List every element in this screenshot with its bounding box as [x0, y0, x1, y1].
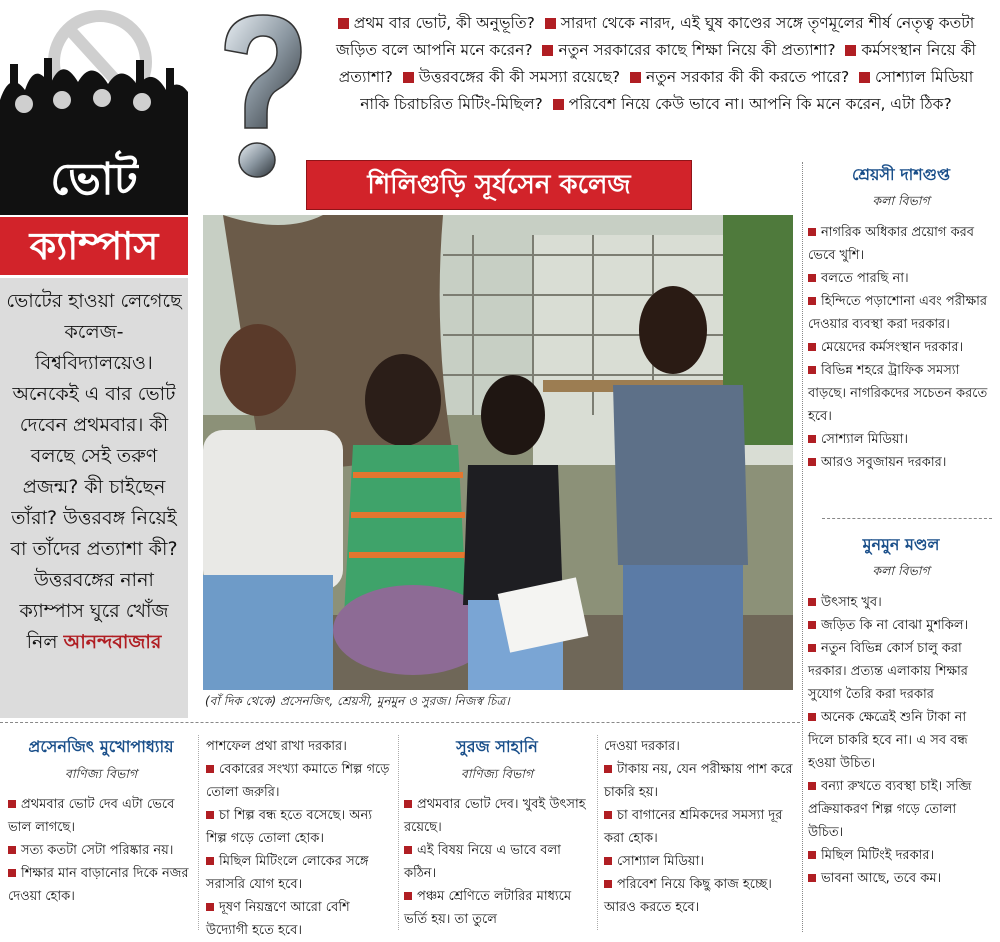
- answer-item: পঞ্চম শ্রেণিতে লটারির মাধ্যমে ভর্তি হয়। তা তুলে: [404, 889, 572, 927]
- answer-item: চা শিল্প বন্ধ হতে বসেছে। অন্য শিল্প গড়ে তোলা হোক।: [206, 808, 373, 846]
- interview-suraj-continued: [604, 735, 794, 919]
- question-item: নতুন সরকার কী কী করতে পারে?: [630, 68, 849, 86]
- interviewee-dept: কলা বিভাগ: [872, 563, 930, 578]
- answer-item: মিছিল মিটিংলে লোকের সঙ্গে সরাসরি যোগ হবে।: [206, 854, 369, 892]
- answer-item: জড়িত কি না বোঝা মুশকিল।: [808, 614, 994, 637]
- interviewee-name: শ্রেয়সী দাশগুপ্ত: [851, 165, 951, 184]
- column-divider: [398, 735, 399, 930]
- interviewee-name: মুনমুন মণ্ডল: [862, 535, 940, 554]
- answer-continuation: পাশফেল প্রথা রাখা দরকার।: [206, 739, 347, 754]
- answer-continuation: দেওয়া দরকার।: [604, 739, 680, 754]
- answer-item: ভাবনা আছে, তবে কম।: [808, 867, 994, 890]
- answer-item: বন্যা রুখতে ব্যবস্থা চাই। সব্জি প্রক্রিয়াকরণ শিল্প গড়ে তোলা উচিত।: [808, 779, 972, 840]
- college-headline: শিলিগুড়ি সূর্যসেন কলেজ: [306, 160, 692, 210]
- interview-shreyashi: [808, 162, 994, 474]
- interview-munmun: [808, 532, 994, 890]
- answer-item: নতুন বিভিন্ন কোর্স চালু করা দরকার। প্রত্যন্ত এলাকায় শিক্ষার সুযোগ তৈরি করা দরকার: [808, 641, 968, 702]
- interviewee-name: প্রসেনজিৎ মুখোপাধ্যায়: [28, 737, 174, 756]
- question-mark-icon: [215, 10, 305, 185]
- answer-item: হিন্দিতে পড়াশোনা এবং পরীক্ষার দেওয়ার ব্যবস্থা করা দরকার।: [808, 294, 988, 332]
- interview-prosenjit: [8, 735, 194, 908]
- photo-caption: (বাঁ দিক থেকে) প্রসেনজিৎ, শ্রেয়সী, মুনমুন ও সুরজ। নিজস্ব চিত্র।: [205, 694, 510, 708]
- questions-block: [322, 10, 990, 118]
- intro-credit: আনন্দবাজার: [63, 631, 162, 653]
- interviewee-dept: কলা বিভাগ: [872, 193, 930, 208]
- question-item: সোশ্যাল মিডিয়া নাকি চিরাচরিত মিটিং-মিছিল?: [360, 68, 974, 113]
- answer-item: দূষণ নিয়ন্ত্রণে আরো বেশি উদ্যোগী হতে হবে।: [206, 900, 350, 938]
- answer-item: প্রথমবার ভোট দেব এটা ভেবে ভাল লাগছে।: [8, 797, 175, 835]
- answer-list: [808, 221, 994, 474]
- answer-item: বলতে পারছি না।: [808, 267, 994, 290]
- answer-item: এই বিষয় নিয়ে এ ভাবে বলা কঠিন।: [404, 843, 561, 881]
- question-item: উত্তরবঙ্গের কী কী সমস্যা রয়েছে?: [403, 68, 620, 86]
- answer-item: সোশ্যাল মিডিয়া।: [808, 428, 994, 451]
- answer-item: প্রথমবার ভোট দেব। খুবই উৎসাহ রয়েছে।: [404, 797, 586, 835]
- question-item: পরিবেশ নিয়ে কেউ ভাবে না। আপনি কি মনে করেন, এটা ঠিক?: [553, 95, 952, 113]
- interviewee-name: সুরজ সাহানি: [456, 737, 538, 756]
- interviewee-dept: বাণিজ্য বিভাগ: [64, 766, 138, 781]
- column-divider: [198, 735, 199, 930]
- answer-item: চা বাগানের শ্রমিকদের সমস্যা দূর করা হোক।: [604, 808, 783, 846]
- answer-item: মেয়েদের কর্মসংস্থান দরকার।: [808, 336, 994, 359]
- question-item: কর্মসংস্থান নিয়ে কী প্রত্যাশা?: [338, 41, 976, 86]
- answer-list: [8, 793, 194, 908]
- interview-prosenjit-continued: [206, 735, 392, 942]
- photo-illustration: [203, 215, 793, 690]
- ballot-crowd-icon: [0, 0, 188, 150]
- answer-item: সোশ্যাল মিডিয়া।: [604, 850, 794, 873]
- answer-item: শিক্ষার মান বাড়ানোর দিকে নজর দেওয়া হোক।: [8, 866, 189, 904]
- answer-item: সত্য কতটা সেটা পরিষ্কার নয়।: [8, 839, 194, 862]
- answer-item: বিভিন্ন শহরে ট্রাফিক সমস্যা বাড়ছে। নাগরিকদের সচেতন করতে হবে।: [808, 363, 988, 424]
- students-photo: [203, 215, 793, 690]
- question-item: সারদা থেকে নারদ, এই ঘুষ কাণ্ডের সঙ্গে তৃণমূলের শীর্ষ নেতৃত্ব কতটা জড়িত বলে আপনি মনে করেন?: [336, 14, 975, 59]
- answer-item: নাগরিক অধিকার প্রয়োগ করব ভেবে খুশি।: [808, 225, 975, 263]
- question-item: প্রথম বার ভোট, কী অনুভূতি?: [338, 14, 535, 32]
- answer-list: [808, 591, 994, 890]
- answer-item: অনেক ক্ষেত্রেই শুনি টাকা না দিলে চাকরি হবে না। এ সব বন্ধ হওয়া উচিত।: [808, 710, 968, 771]
- section-divider: [0, 722, 800, 723]
- section-divider: [822, 518, 992, 519]
- answer-list: [404, 793, 590, 931]
- section-title-campus: ক্যাম্পাস: [0, 217, 188, 275]
- column-divider: [802, 162, 803, 932]
- question-item: নতুন সরকারের কাছে শিক্ষা নিয়ে কী প্রত্যাশা?: [542, 41, 835, 59]
- intro-body: ভোটের হাওয়া লেগেছে কলেজ-বিশ্ববিদ্যালয়েও। অনেকেই এ বার ভোট দেবেন প্রথমবার। কী বলছে সেই তরুণ প্রজন্ম? কী চাইছেন তাঁরা? উত্তরবঙ্গ নিয়েই বা তাঁদের প্রত্যাশা কী? উত্তরবঙ্গের নানা ক্যাম্পাস ঘুরে খোঁজ নিল: [6, 290, 182, 653]
- answer-item: টাকায় নয়, যেন পরীক্ষায় পাশ করে চাকরি হয়।: [604, 762, 793, 800]
- answer-item: আরও সবুজায়ন দরকার।: [808, 451, 994, 474]
- interviewee-dept: বাণিজ্য বিভাগ: [460, 766, 534, 781]
- answer-item: বেকারের সংখ্যা কমাতে শিল্প গড়ে তোলা জরুরি।: [206, 762, 390, 800]
- answer-item: উৎসাহ খুব।: [808, 591, 994, 614]
- section-title-vote: ভোট: [0, 145, 188, 215]
- answer-item: পরিবেশ নিয়ে কিছু কাজ হচ্ছে। আরও করতে হবে।: [604, 877, 772, 915]
- column-divider: [597, 735, 598, 930]
- intro-text: [6, 286, 182, 658]
- interview-suraj: [404, 735, 590, 931]
- answer-item: মিছিল মিটিংই দরকার।: [808, 844, 994, 867]
